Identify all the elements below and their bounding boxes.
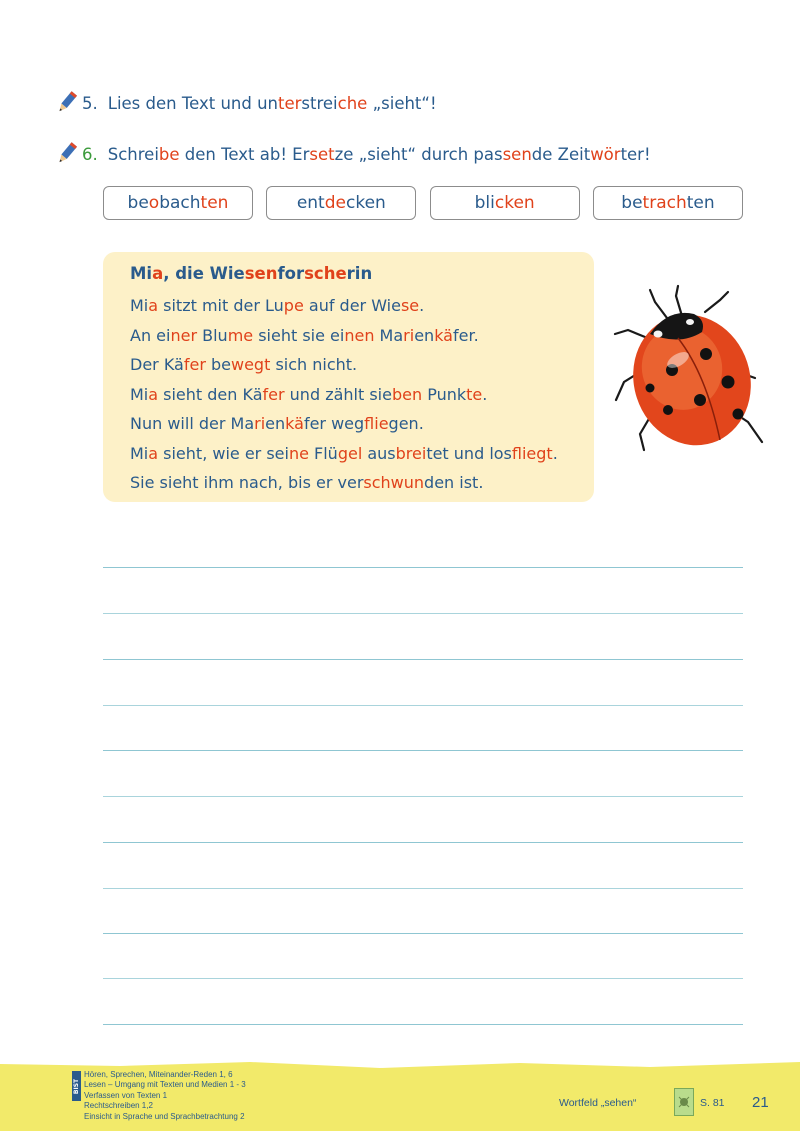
- text-segment: rin: [346, 264, 373, 283]
- word-box-beobachten: [103, 186, 253, 220]
- text-segment: en: [265, 414, 286, 433]
- highlighted-syllable: fer: [262, 384, 285, 404]
- highlighted-syllable: ne: [288, 443, 309, 463]
- text-segment: ten: [686, 193, 715, 213]
- text-segment: en: [414, 325, 435, 345]
- text-segment: „sieht“!: [367, 93, 437, 113]
- text-segment: , die Wie: [163, 264, 245, 283]
- highlighted-syllable: a: [148, 296, 159, 315]
- word-bank: [103, 186, 743, 220]
- highlighted-syllable: ben: [391, 384, 423, 404]
- highlighted-syllable: o: [148, 193, 160, 213]
- story-line: [130, 439, 594, 469]
- word-box-betrachten: [593, 186, 743, 220]
- highlighted-syllable: ten: [200, 193, 229, 213]
- competency-item: Hören, Sprechen, Miteinander-Reden 1, 6: [84, 1070, 233, 1079]
- highlighted-syllable: wegt: [231, 355, 271, 374]
- writing-line: [103, 750, 743, 751]
- text-segment: Nun will der Ma: [130, 414, 255, 433]
- highlighted-syllable: pe: [283, 296, 304, 315]
- text-segment: de Zeit: [531, 144, 591, 164]
- writing-line: [103, 705, 743, 706]
- text-segment: Punk: [422, 384, 467, 404]
- writing-line: [103, 613, 743, 614]
- text-segment: sich nicht.: [270, 355, 358, 374]
- pencil-icon: [54, 90, 80, 116]
- writing-line: [103, 842, 743, 843]
- story-title: [130, 262, 594, 286]
- highlighted-syllable: ri: [254, 414, 266, 433]
- highlighted-syllable: set: [309, 144, 335, 164]
- text-segment: gen.: [388, 414, 424, 433]
- highlighted-syllable: fer: [183, 355, 206, 374]
- highlighted-syllable: a: [152, 264, 164, 283]
- text-segment: auf der Wie: [303, 296, 401, 315]
- bist-label: BIST: [73, 1078, 81, 1094]
- competency-item: Einsicht in Sprache und Sprachbetrachtung 2: [84, 1111, 245, 1121]
- text-segment: Mi: [130, 264, 153, 283]
- page-reference: S. 81: [700, 1097, 725, 1109]
- writing-line: [103, 1024, 743, 1025]
- ladybug-photo: [610, 282, 768, 458]
- text-segment: fer weg: [303, 414, 365, 433]
- story-line: [130, 291, 594, 321]
- writing-line: [103, 933, 743, 934]
- text-segment: ent: [296, 193, 325, 213]
- competency-item: Lesen – Umgang mit Texten und Medien 1 - 3: [84, 1080, 246, 1090]
- text-segment: sieht, wie er sei: [158, 443, 289, 463]
- writing-line: [103, 659, 743, 660]
- highlighted-syllable: sen: [244, 264, 278, 283]
- task-5-number: 5.: [82, 93, 98, 113]
- task-5-text: [108, 94, 437, 113]
- story-line: [130, 350, 594, 380]
- text-segment: bach: [159, 193, 201, 213]
- text-segment: .: [482, 384, 488, 404]
- word-box-entdecken: [266, 186, 416, 220]
- word-label: [297, 193, 386, 213]
- text-segment: fer.: [452, 325, 479, 345]
- story-line: [130, 409, 594, 439]
- highlighted-syllable: fliegt: [511, 443, 553, 463]
- story-box: [103, 252, 594, 502]
- task-6: [54, 141, 651, 167]
- text-segment: ter!: [620, 144, 651, 164]
- highlighted-syllable: flie: [364, 414, 389, 433]
- text-segment: Flü: [308, 443, 338, 463]
- text-segment: den Text ab! Er: [179, 144, 310, 164]
- competency-item: Rechtschreiben 1,2: [84, 1101, 153, 1111]
- text-segment: Sie sieht ihm nach, bis er ver: [130, 473, 364, 492]
- highlighted-syllable: sen: [502, 144, 532, 164]
- text-segment: Blu: [197, 325, 228, 345]
- word-label: [621, 193, 714, 213]
- competency-list: [84, 1070, 246, 1122]
- pencil-icon: [54, 141, 80, 167]
- highlighted-syllable: schwun: [363, 473, 425, 492]
- text-segment: aus: [362, 443, 396, 463]
- highlighted-syllable: nen: [344, 325, 375, 345]
- writing-line: [103, 888, 743, 889]
- highlighted-syllable: che: [337, 93, 368, 113]
- text-segment: und zählt sie: [284, 384, 392, 404]
- highlighted-syllable: sche: [304, 264, 347, 283]
- text-segment: sieht den Kä: [158, 384, 263, 404]
- text-segment: bli: [474, 193, 495, 213]
- text-segment: be: [127, 193, 149, 213]
- highlighted-syllable: a: [148, 443, 159, 463]
- text-segment: Der Kä: [130, 355, 184, 374]
- text-segment: Mi: [130, 384, 149, 404]
- text-segment: strei: [301, 93, 338, 113]
- writing-line: [103, 567, 743, 568]
- text-segment: Schrei: [107, 144, 159, 164]
- writing-line: [103, 978, 743, 979]
- highlighted-syllable: gel: [337, 443, 363, 463]
- story-line: [130, 380, 594, 410]
- text-segment: sitzt mit der Lu: [158, 296, 284, 315]
- story-line: [130, 321, 594, 351]
- bist-badge: [72, 1071, 81, 1101]
- highlighted-syllable: ner: [170, 325, 198, 345]
- text-segment: Ma: [374, 325, 404, 345]
- highlighted-syllable: te: [466, 384, 483, 404]
- word-label: [475, 193, 535, 213]
- text-segment: cken: [345, 193, 386, 213]
- text-segment: .: [419, 296, 425, 315]
- task-6-number: 6.: [82, 144, 98, 164]
- task-6-text: [108, 145, 651, 164]
- highlighted-syllable: kä: [285, 414, 304, 433]
- page-number: 21: [752, 1094, 769, 1111]
- highlighted-syllable: trach: [642, 193, 687, 213]
- highlighted-syllable: kä: [434, 325, 453, 345]
- workbook-thumbnail-icon: [674, 1088, 694, 1116]
- text-segment: sieht sie ei: [253, 325, 345, 345]
- task-5: [54, 90, 437, 116]
- highlighted-syllable: se: [400, 296, 420, 315]
- competency-item: Verfassen von Texten 1: [84, 1090, 168, 1100]
- text-segment: be: [621, 193, 643, 213]
- highlighted-syllable: ter: [278, 93, 302, 113]
- text-segment: den ist.: [424, 473, 484, 492]
- text-segment: An ei: [130, 325, 171, 345]
- highlighted-syllable: wör: [590, 144, 621, 164]
- writing-line: [103, 796, 743, 797]
- highlighted-syllable: cken: [494, 193, 535, 213]
- word-label: [128, 193, 229, 213]
- text-segment: tet und los: [426, 443, 512, 463]
- highlighted-syllable: a: [148, 384, 159, 404]
- highlighted-syllable: brei: [395, 443, 427, 463]
- highlighted-syllable: ri: [403, 325, 415, 345]
- text-segment: ze „sieht“ durch pas: [334, 144, 503, 164]
- word-box-blicken: [430, 186, 580, 220]
- wortfeld-label: Wortfeld „sehen“: [559, 1097, 637, 1109]
- highlighted-syllable: me: [227, 325, 254, 345]
- text-segment: .: [552, 443, 558, 463]
- text-segment: for: [277, 264, 305, 283]
- highlighted-syllable: be: [158, 144, 180, 164]
- text-segment: be: [205, 355, 231, 374]
- story-line: [130, 468, 594, 498]
- highlighted-syllable: de: [324, 193, 346, 213]
- text-segment: Mi: [130, 443, 149, 463]
- text-segment: Lies den Text und un: [107, 93, 279, 113]
- text-segment: Mi: [130, 296, 149, 315]
